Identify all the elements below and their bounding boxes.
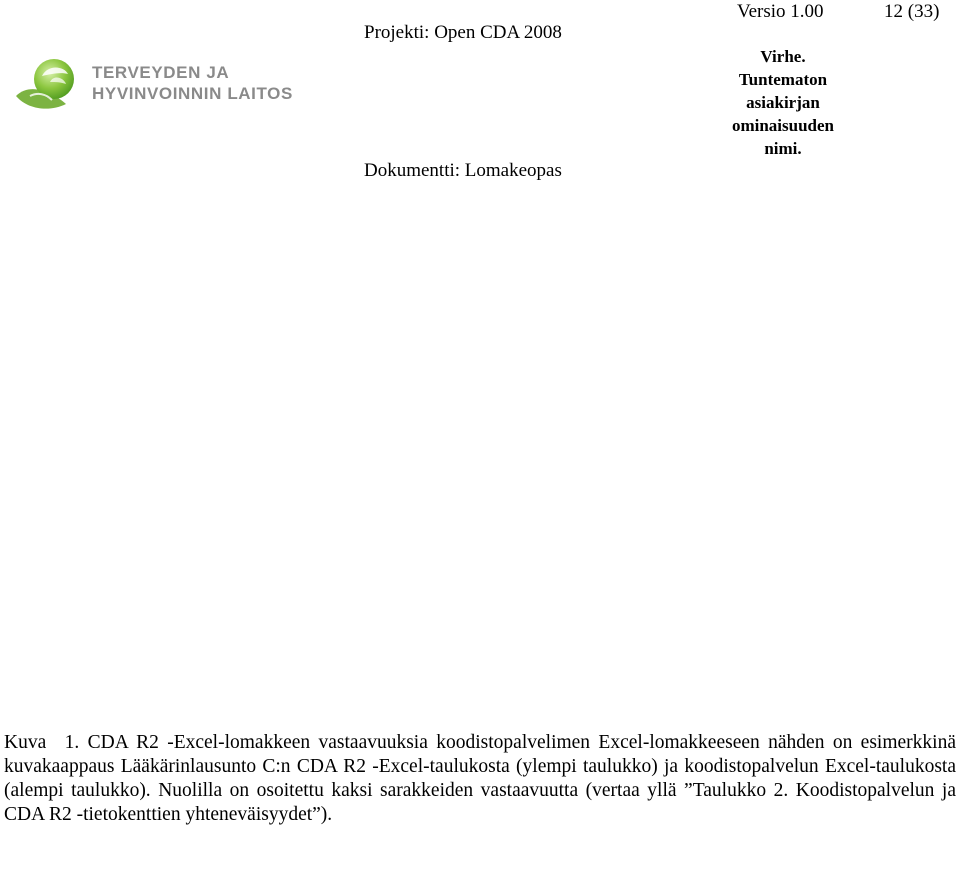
project-name: Projekti: Open CDA 2008 — [364, 22, 562, 43]
caption-label: Kuva 1. — [4, 732, 80, 753]
version-label: Versio 1.00 — [737, 1, 824, 22]
error-line: ominaisuuden — [731, 116, 835, 135]
error-message — [708, 45, 858, 160]
logo-text — [92, 62, 293, 104]
error-line: nimi. — [764, 139, 802, 158]
document-name: Dokumentti: Lomakeopas — [364, 160, 562, 181]
page-number: 12 (33) — [884, 1, 940, 22]
thl-logo — [12, 52, 322, 114]
logo-line-1: TERVEYDEN JA — [92, 63, 230, 82]
caption-text: CDA R2 -Excel-lomakkeen vastaavuuksia koodistopalvelimen Excel-lomakkeeseen nähden on esimerkkinä kuvakaappaus Lääkärinlausunto C:n CDA R2 -Excel-taulukosta (ylempi taulukko) ja koodistopalvelun Excel-taulukosta (alempi taulukko). Nuolilla on osoitettu kaksi sarakkeiden vastaavuutta (vertaa yllä ”Taulukko 2. Koodistopalvelun ja CDA R2 -tietokenttien yhteneväisyydet”). — [4, 732, 956, 825]
logo-line-2: HYVINVOINNIN LAITOS — [92, 84, 293, 103]
error-line: Tuntematon — [738, 70, 828, 89]
figure-caption — [4, 731, 956, 827]
error-line: asiakirjan — [746, 93, 820, 112]
error-line: Virhe. — [760, 47, 806, 66]
leaf-logo-icon — [12, 52, 84, 114]
